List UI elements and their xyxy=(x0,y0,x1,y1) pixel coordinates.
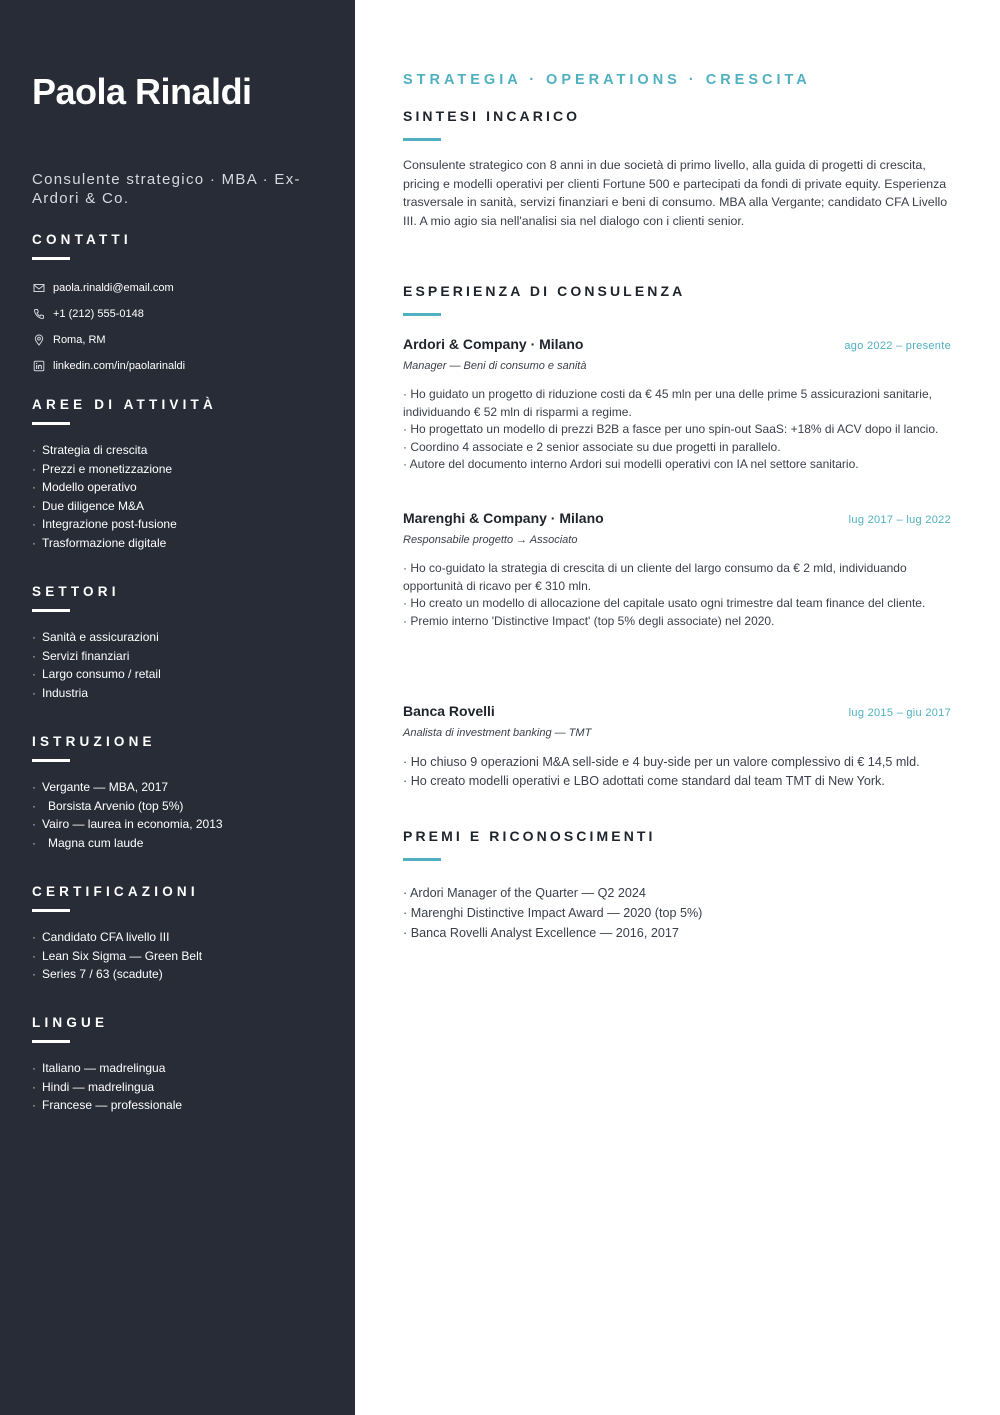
section-divider xyxy=(32,1040,70,1043)
areas-list xyxy=(32,441,332,553)
contact-location xyxy=(32,327,332,353)
contact-linkedin-text: linkedin.com/in/paolarinaldi xyxy=(53,360,186,372)
education-section xyxy=(32,734,332,852)
job-organization: Banca Rovelli xyxy=(403,703,495,719)
list-item: · Candidato CFA livello III xyxy=(32,928,332,947)
languages-section xyxy=(32,1015,332,1115)
job-organization: Marenghi & Company · Milano xyxy=(403,510,604,526)
list-item: · Modello operativo xyxy=(32,478,332,497)
summary-heading: SINTESI INCARICO xyxy=(403,108,581,124)
contact-email-text: paola.rinaldi@email.com xyxy=(53,282,174,294)
list-item: · Ho co-guidato la strategia di crescita di un cliente del largo consumo da € 2 mld, individuando opportunità di ricavo per € 310 mln. xyxy=(403,560,951,595)
contact-location-text: Roma, RM xyxy=(53,334,106,346)
job-organization: Ardori & Company · Milano xyxy=(403,336,584,352)
linkedin-icon xyxy=(32,360,45,373)
certifications-list xyxy=(32,928,332,984)
section-divider xyxy=(403,313,441,316)
list-item: · Vairo — laurea in economia, 2013 xyxy=(32,815,332,834)
mail-icon xyxy=(32,282,45,295)
sectors-list xyxy=(32,628,332,702)
languages-list xyxy=(32,1059,332,1115)
list-item: · Sanità e assicurazioni xyxy=(32,628,332,647)
list-item: · Due diligence M&A xyxy=(32,497,332,516)
languages-heading: LINGUE xyxy=(32,1015,109,1030)
candidate-name: Paola Rinaldi xyxy=(32,71,252,112)
sectors-section xyxy=(32,584,332,702)
job-role: Responsabile progetto → Associato xyxy=(403,534,578,546)
phone-icon xyxy=(32,308,45,321)
list-item: · Ardori Manager of the Quarter — Q2 2024 xyxy=(403,883,702,903)
focus-kicker: STRATEGIA · OPERATIONS · CRESCITA xyxy=(403,72,811,88)
contacts-list xyxy=(32,275,332,379)
job-dates: lug 2015 – giu 2017 xyxy=(848,707,951,719)
areas-heading: AREE DI ATTIVITÀ xyxy=(32,397,217,412)
list-item: · Trasformazione digitale xyxy=(32,534,332,553)
job-entry xyxy=(403,703,951,791)
contact-phone[interactable] xyxy=(32,301,332,327)
experience-heading: ESPERIENZA DI CONSULENZA xyxy=(403,283,686,299)
job-entry xyxy=(403,336,951,474)
contacts-section xyxy=(32,232,332,379)
section-divider xyxy=(403,858,441,861)
contact-linkedin[interactable] xyxy=(32,353,332,379)
list-item: · Industria xyxy=(32,684,332,703)
job-role: Manager — Beni di consumo e sanità xyxy=(403,360,587,372)
section-divider xyxy=(32,909,70,912)
list-item: · Servizi finanziari xyxy=(32,647,332,666)
contacts-heading: CONTATTI xyxy=(32,232,132,247)
list-item: · Coordino 4 associate e 2 senior associate su due progetti in parallelo. xyxy=(403,439,951,457)
section-divider xyxy=(32,422,70,425)
certifications-heading: CERTIFICAZIONI xyxy=(32,884,199,899)
awards-list xyxy=(403,883,702,944)
list-item: · Strategia di crescita xyxy=(32,441,332,460)
certifications-section xyxy=(32,884,332,984)
location-pin-icon xyxy=(32,334,45,347)
education-heading: ISTRUZIONE xyxy=(32,734,156,749)
contact-phone-text: +1 (212) 555-0148 xyxy=(53,308,144,320)
contact-email[interactable] xyxy=(32,275,332,301)
job-bullets xyxy=(403,560,951,630)
list-item: · Integrazione post-fusione xyxy=(32,515,332,534)
list-item: · Borsista Arvenio (top 5%) xyxy=(32,797,332,816)
section-divider xyxy=(32,759,70,762)
education-list xyxy=(32,778,332,852)
awards-heading: PREMI E RICONOSCIMENTI xyxy=(403,828,656,844)
list-item: · Premio interno 'Distinctive Impact' (top 5% degli associate) nel 2020. xyxy=(403,613,951,631)
list-item: · Ho creato modelli operativi e LBO adottati come standard dal team TMT di New York. xyxy=(403,772,951,791)
list-item: · Banca Rovelli Analyst Excellence — 2016, 2017 xyxy=(403,923,702,943)
list-item: · Largo consumo / retail xyxy=(32,665,332,684)
list-item: · Marenghi Distinctive Impact Award — 2020 (top 5%) xyxy=(403,903,702,923)
list-item: · Ho creato un modello di allocazione del capitale usato ogni trimestre dal team finance del cliente. xyxy=(403,595,951,613)
sidebar xyxy=(0,0,355,1415)
section-divider xyxy=(32,609,70,612)
summary-text: Consulente strategico con 8 anni in due società di primo livello, alla guida di progetti di crescita, pricing e modelli operativi per clienti Fortune 500 e partecipati da fondi di private equity. Esperienza trasversale in sanità, servizi finanziari e beni di consumo. MBA alla Vergante; candidato CFA Livello III. A mio agio sia nell'analisi sia nel dialogo con i clienti senior. xyxy=(403,158,948,229)
job-dates: ago 2022 – presente xyxy=(844,340,951,352)
list-item: · Italiano — madrelingua xyxy=(32,1059,332,1078)
list-item: · Ho guidato un progetto di riduzione costi da € 45 mln per una delle prime 5 assicurazioni sanitarie, individuando € 52 mln di risparmi a regime. xyxy=(403,386,951,421)
list-item: · Lean Six Sigma — Green Belt xyxy=(32,947,332,966)
list-item: · Ho chiuso 9 operazioni M&A sell-side e 4 buy-side per un valore complessivo di € 14,5 mld. xyxy=(403,753,951,772)
job-bullets xyxy=(403,386,951,474)
list-item: · Hindi — madrelingua xyxy=(32,1078,332,1097)
sectors-heading: SETTORI xyxy=(32,584,120,599)
areas-section xyxy=(32,397,332,553)
section-divider xyxy=(403,138,441,141)
candidate-tagline: Consulente strategico · MBA · Ex-Ardori & Co. xyxy=(32,171,301,207)
job-role: Analista di investment banking — TMT xyxy=(403,727,592,739)
list-item: · Vergante — MBA, 2017 xyxy=(32,778,332,797)
job-bullets xyxy=(403,753,951,791)
list-item: · Autore del documento interno Ardori sui modelli operativi con IA nel settore sanitario. xyxy=(403,456,951,474)
list-item: · Prezzi e monetizzazione xyxy=(32,460,332,479)
list-item: · Francese — professionale xyxy=(32,1096,332,1115)
list-item: · Series 7 / 63 (scadute) xyxy=(32,965,332,984)
list-item: · Ho progettato un modello di prezzi B2B a fasce per uno spin-out SaaS: +18% di ACV dopo il lancio. xyxy=(403,421,951,439)
section-divider xyxy=(32,257,70,260)
job-entry xyxy=(403,510,951,630)
job-dates: lug 2017 – lug 2022 xyxy=(848,514,951,526)
list-item: · Magna cum laude xyxy=(32,834,332,853)
